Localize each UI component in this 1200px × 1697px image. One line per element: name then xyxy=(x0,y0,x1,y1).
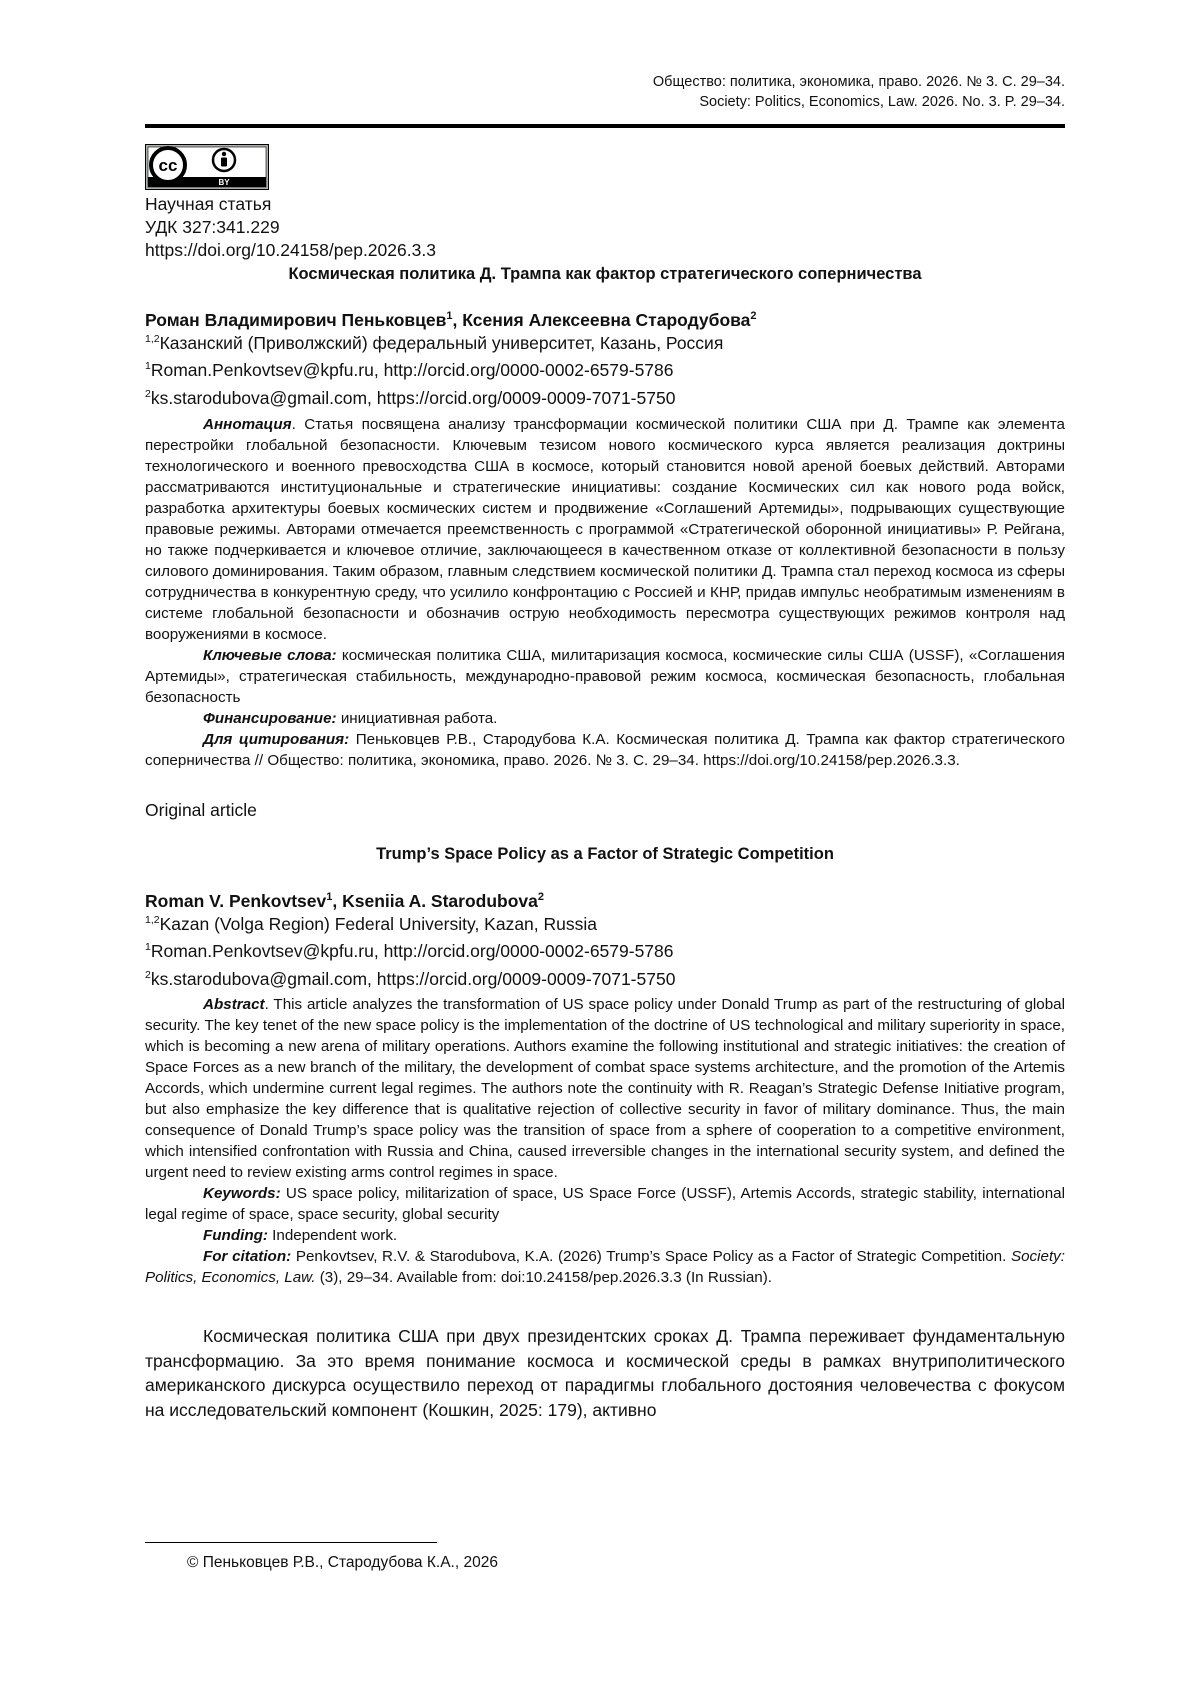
funding-label-en: Funding: xyxy=(203,1227,268,1244)
footnote-rule xyxy=(145,1542,437,1543)
contact-1-en[interactable]: Roman.Penkovtsev@kpfu.ru, http://orcid.org/0000-0002-6579-5786 xyxy=(150,941,674,962)
abstract-block-ru xyxy=(145,414,1065,771)
author-separator-en: , xyxy=(332,890,343,911)
citation-text-en-2: (3), 29–34. Available from: doi:10.24158/pep.2026.3.3 (In Russian). xyxy=(315,1269,772,1286)
citation-en xyxy=(145,1246,1065,1288)
keywords-ru xyxy=(145,645,1065,708)
contact-2-ru[interactable]: ks.starodubova@gmail.com, https://orcid.org/0009-0009-7071-5750 xyxy=(150,387,676,408)
funding-label-ru: Финансирование: xyxy=(203,710,337,727)
citation-label-en: For citation: xyxy=(203,1248,292,1265)
keywords-label-ru: Ключевые слова: xyxy=(203,647,337,664)
abstract-text-ru: . Статья посвящена анализу трансформации космической политики США при Д. Трампе как элемента перестройки глобальной безопасности. Ключевым тезисом нового космического курса является реализация доктрины технологического и военного превосходства США в космосе, который становится новой ареной боевых действий. Авторами рассматриваются институциональные и стратегические инициативы: создание Космических сил как нового рода войск, разработка архитектуры боевых космических систем и продвижение «Соглашений Артемиды», подрывающих существующие правовые режимы. Авторами отмечается преемственность с программой «Стратегической оборонной инициативы» Р. Рейгана, но также подчеркивается и ключевое отличие, заключающееся в качественном отказе от коллективной безопасности в пользу силового доминирования. Таким образом, главным следствием космической политики Д. Трампа стал переход космоса из сферы сотрудничества в конкурентную среду, что усилило конфронтацию с Россией и КНР, придав импульс необратимым изменениям в системе глобальной безопасности и обозначив острую необходимость пересмотра существующих режимов контроля над вооружениями в космосе. xyxy=(145,416,1065,643)
author-1-en: Roman V. Penkovtsev xyxy=(145,890,327,911)
creative-commons-icon xyxy=(151,148,185,182)
abstract-block-en xyxy=(145,994,1065,1288)
affiliation-ru: Казанский (Приволжский) федеральный университет, Казань, Россия xyxy=(159,332,724,353)
abstract-en xyxy=(145,994,1065,1183)
contact-1-sup-en: 1 xyxy=(145,941,151,954)
body-paragraph-1: Космическая политика США при двух президентских сроках Д. Трампа переживает фундаментальную трансформацию. За это время понимание космоса и космической среды в рамках внутриполитического американского дискурса осуществило переход от парадигмы глобального достояния человечества с фокусом на исследовательский компонент (Кошкин, 2025: 179), активно xyxy=(145,1326,1065,1420)
abstract-label-en: Abstract xyxy=(203,996,265,1013)
contact-2-sup-en: 2 xyxy=(145,968,151,981)
contact-1-sup: 1 xyxy=(145,360,151,373)
keywords-text-en: US space policy, militarization of space, US Space Force (USSF), Artemis Accords, strategic stability, international legal regime of space, space security, global security xyxy=(145,1185,1065,1223)
funding-text-ru: инициативная работа. xyxy=(336,710,498,727)
citation-ru xyxy=(145,729,1065,771)
abstract-text-en: . This article analyzes the transformation of US space policy under Donald Trump as part of the restructuring of global security. The key tenet of the new space policy is the implementation of the doctrine of US technological and military superiority in space, which is becoming a new arena of military operations. Authors examine the following institutional and strategic initiatives: the creation of Space Forces as a new branch of the military, the development of combat space systems architecture, and the promotion of the Artemis Accords, which undermine current legal regimes. The authors note the continuity with R. Reagan’s Strategic Defense Initiative program, but also emphasize the key difference that is qualitative rejection of collective security in favor of military dominance. Thus, the main consequence of Donald Trump’s space policy was the transition of space from a sphere of cooperation to a competitive environment, which intensified confrontation with Russia and China, caused irreversible changes in the international security system, and defined the urgent need to review existing arms control regimes in space. xyxy=(145,996,1065,1181)
keywords-en xyxy=(145,1183,1065,1225)
journal-citation-en: Society: Politics, Economics, Law. 2026. No. 3. P. 29–34. xyxy=(699,94,1065,110)
article-type-ru: Научная статья xyxy=(145,194,272,214)
title-ru: Космическая политика Д. Трампа как фактор стратегического соперничества xyxy=(288,265,922,283)
citation-label-ru: Для цитирования: xyxy=(203,731,350,748)
journal-header xyxy=(653,72,1065,112)
contact-2-en[interactable]: ks.starodubova@gmail.com, https://orcid.org/0009-0009-7071-5750 xyxy=(150,968,676,989)
article-meta-ru xyxy=(145,193,436,262)
author-1-sup-en: 1 xyxy=(326,891,333,903)
affiliation-sup-en: 1,2 xyxy=(145,914,160,926)
udk-code: УДК 327:341.229 xyxy=(145,217,280,237)
affiliation-sup: 1,2 xyxy=(145,333,160,345)
keywords-text-ru: космическая политика США, милитаризация космоса, космические силы США (USSF), «Соглашения Артемиды», стратегическая стабильность, международно-правовой режим космоса, космическая безопасность, глобальная безопасность xyxy=(145,647,1065,706)
abstract-label-ru: Аннотация xyxy=(203,416,292,433)
journal-citation-ru: Общество: политика, экономика, право. 2026. № 3. С. 29–34. xyxy=(652,74,1065,90)
author-2-sup-en: 2 xyxy=(537,891,545,903)
affiliations-ru xyxy=(145,328,723,410)
contact-2-sup: 2 xyxy=(145,387,151,400)
citation-journal-en: Society: Politics, Economics, Law. xyxy=(145,1248,1065,1286)
cc-by-license-badge[interactable] xyxy=(145,144,269,190)
copyright-footnote: © Пеньковцев Р.В., Стародубова К.А., 2026 xyxy=(187,1554,498,1571)
affiliation-en: Kazan (Volga Region) Federal University, Kazan, Russia xyxy=(159,913,597,934)
funding-ru xyxy=(145,708,1065,729)
title-en: Trump’s Space Policy as a Factor of Strategic Competition xyxy=(376,845,834,863)
author-1-ru: Роман Владимирович Пеньковцев xyxy=(145,309,447,330)
author-2-sup: 2 xyxy=(750,310,757,322)
author-2-en: Kseniia A. Starodubova xyxy=(342,890,538,911)
funding-en xyxy=(145,1225,1065,1246)
author-2-ru: Ксения Алексеевна Стародубова xyxy=(462,309,751,330)
author-separator: , xyxy=(452,309,463,330)
citation-text-ru: Пеньковцев Р.В., Стародубова К.А. Космическая политика Д. Трампа как фактор стратегического соперничества // Общество: политика, экономика, право. 2026. № 3. С. 29–34. https://doi.org/10.24158/pep.2026.3.3. xyxy=(145,731,1066,769)
header-rule xyxy=(145,124,1065,128)
article-type-en: Original article xyxy=(145,800,257,820)
doi-link[interactable]: https://doi.org/10.24158/pep.2026.3.3 xyxy=(145,240,436,260)
author-1-sup: 1 xyxy=(446,310,453,322)
keywords-label-en: Keywords: xyxy=(203,1185,281,1202)
citation-text-en: Penkovtsev, R.V. & Starodubova, K.A. (2026) Trump’s Space Policy as a Factor of Strategic Competition. xyxy=(291,1248,1011,1265)
abstract-ru xyxy=(145,414,1065,645)
cc-text: cc xyxy=(158,156,178,175)
attribution-icon xyxy=(213,149,235,171)
affiliations-en xyxy=(145,909,675,991)
contact-1-ru[interactable]: Roman.Penkovtsev@kpfu.ru, http://orcid.org/0000-0002-6579-5786 xyxy=(150,360,674,381)
funding-text-en: Independent work. xyxy=(267,1227,398,1244)
by-text: BY xyxy=(218,178,230,187)
